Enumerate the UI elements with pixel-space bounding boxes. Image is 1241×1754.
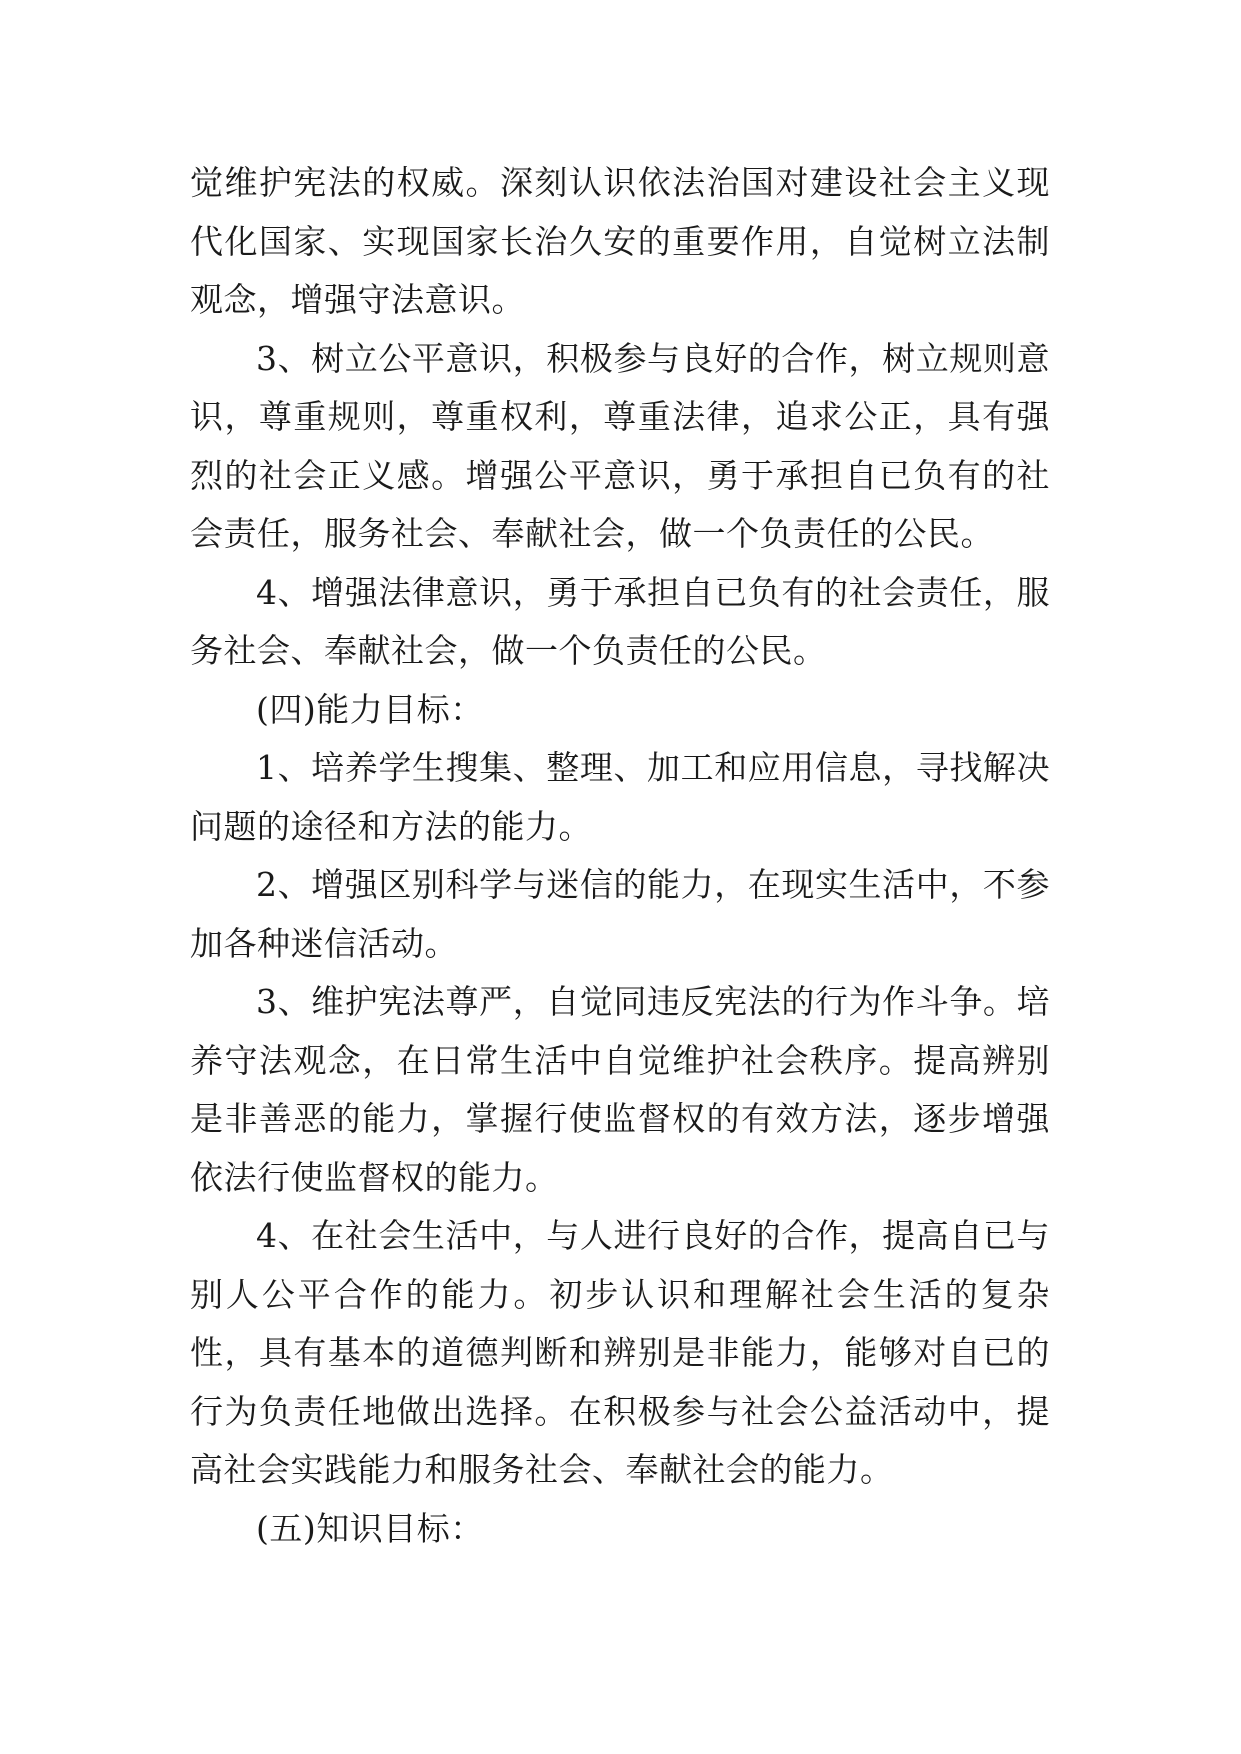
- section-heading-knowledge-goals: (五)知识目标：: [256, 1508, 484, 1548]
- paragraph-fairness-awareness: 3、树立公平意识，积极参与良好的合作，树立规则意识，尊重规则，尊重权利，尊重法律，追求公正，具有强烈的社会正义感。增强公平意识，勇于承担自已负有的社会责任，服务社会、奉献社会，做一个负责任的公民。: [190, 338, 1050, 553]
- section-heading-ability-goals: (四)能力目标：: [256, 689, 484, 729]
- paragraph-legal-awareness: 4、增强法律意识，勇于承担自已负有的社会责任，服务社会、奉献社会，做一个负责任的公民。: [190, 572, 1050, 670]
- paragraph-constitution-authority: 觉维护宪法的权威。深刻认识依法治国对建设社会主义现代化国家、实现国家长治久安的重要作用，自觉树立法制观念，增强守法意识。: [190, 163, 1050, 319]
- paragraph-science-superstition: 2、增强区别科学与迷信的能力，在现实生活中，不参加各种迷信活动。: [190, 865, 1050, 963]
- paragraph-cooperation-ability: 4、在社会生活中，与人进行良好的合作，提高自已与别人公平合作的能力。初步认识和理解社会生活的复杂性，具有基本的道德判断和辨别是非能力，能够对自已的行为负责任地做出选择。在积极参与社会公益活动中，提高社会实践能力和服务社会、奉献社会的能力。: [190, 1216, 1050, 1489]
- document-body: [190, 154, 1050, 1558]
- paragraph-constitution-dignity: 3、维护宪法尊严，自觉同违反宪法的行为作斗争。培养守法观念，在日常生活中自觉维护社会秩序。提高辨别是非善恶的能力，掌握行使监督权的有效方法，逐步增强依法行使监督权的能力。: [190, 982, 1050, 1197]
- paragraph-information-ability: 1、培养学生搜集、整理、加工和应用信息，寻找解决问题的途径和方法的能力。: [190, 748, 1050, 846]
